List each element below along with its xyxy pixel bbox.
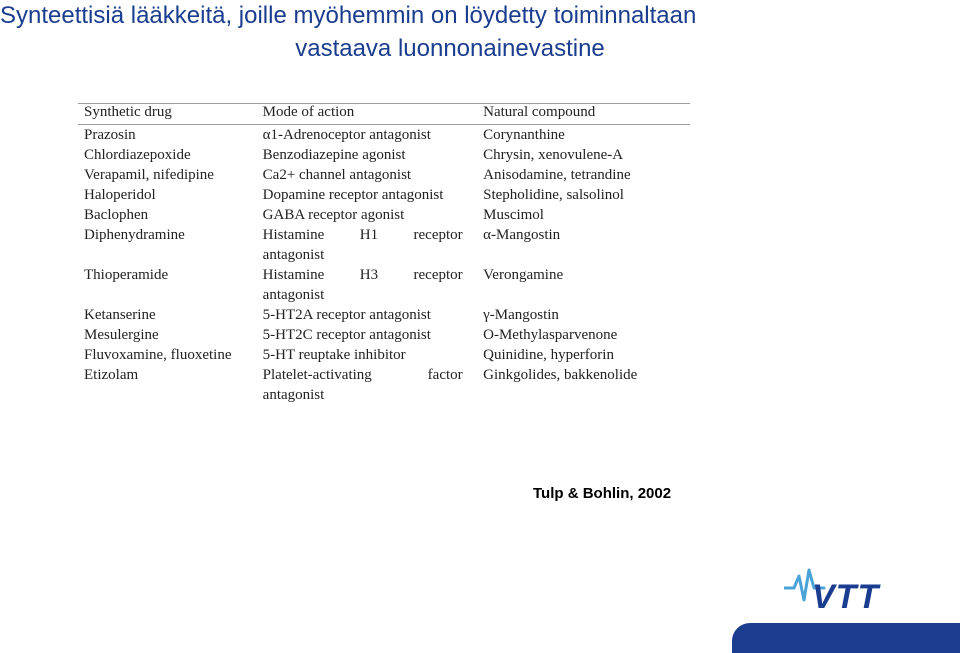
moa-text: GABA receptor agonist xyxy=(262,207,405,223)
drug-cell: Mesulergine xyxy=(84,327,159,343)
moa-cell xyxy=(257,125,477,146)
vtt-logo xyxy=(784,566,914,614)
moa-cell xyxy=(257,165,477,185)
natural-cell: Quinidine, hyperforin xyxy=(483,347,614,363)
drug-cell: Diphenydramine xyxy=(84,227,185,243)
drug-cell: Fluvoxamine, fluoxetine xyxy=(84,347,232,363)
moa-text: 5-HT2C receptor antagonist xyxy=(262,327,431,343)
natural-cell: Verongamine xyxy=(483,267,564,283)
header-mode-of-action: Mode of action xyxy=(257,104,477,125)
table-row xyxy=(78,365,690,405)
slide-title-line-2: vastaava luonnonainevastine xyxy=(295,35,605,62)
natural-cell: Chrysin, xenovulene-A xyxy=(483,147,624,163)
moa-cell xyxy=(257,185,477,205)
moa-text: Benzodiazepine agonist xyxy=(262,147,406,163)
header-natural-compound: Natural compound xyxy=(477,104,690,125)
table-row xyxy=(78,165,690,185)
natural-cell: O-Methylasparvenone xyxy=(483,327,618,343)
table-row xyxy=(78,265,690,305)
moa-cell xyxy=(257,145,477,165)
moa-cell xyxy=(257,225,477,265)
logo-wordmark: VTT xyxy=(812,578,880,614)
drug-cell: Chlordiazepoxide xyxy=(84,147,191,163)
drug-cell: Thioperamide xyxy=(84,267,169,283)
moa-text: Histamine H1 receptor antagonist xyxy=(262,227,463,263)
moa-text: α1-Adrenoceptor antagonist xyxy=(262,127,431,143)
moa-cell xyxy=(257,205,477,225)
slide-title-line-1: Synteettisiä lääkkeitä, joille myöhemmin on löydetty toiminnaltaan xyxy=(0,2,697,29)
drug-cell: Ketanserine xyxy=(84,307,156,323)
corner-bar xyxy=(732,623,960,653)
natural-cell: Anisodamine, tetrandine xyxy=(483,167,631,183)
moa-cell xyxy=(257,265,477,305)
table-row xyxy=(78,345,690,365)
table-row xyxy=(78,205,690,225)
natural-cell: Muscimol xyxy=(483,207,544,223)
table-row xyxy=(78,305,690,325)
moa-cell xyxy=(257,305,477,325)
natural-cell: Stepholidine, salsolinol xyxy=(483,187,624,203)
natural-cell: Ginkgolides, bakkenolide xyxy=(483,367,638,383)
moa-cell xyxy=(257,365,477,405)
drug-cell: Prazosin xyxy=(84,127,136,143)
table-row xyxy=(78,325,690,345)
header-synthetic-drug: Synthetic drug xyxy=(78,104,257,125)
moa-cell xyxy=(257,345,477,365)
drug-cell: Haloperidol xyxy=(84,187,156,203)
drug-cell: Etizolam xyxy=(84,367,139,383)
citation: Tulp & Bohlin, 2002 xyxy=(533,485,672,502)
table-row xyxy=(78,145,690,165)
table-row xyxy=(78,225,690,265)
natural-cell: Corynanthine xyxy=(483,127,565,143)
drug-cell: Verapamil, nifedipine xyxy=(84,167,214,183)
drug-cell: Baclophen xyxy=(84,207,149,223)
moa-text: Dopamine receptor antagonist xyxy=(262,187,444,203)
table-row xyxy=(78,185,690,205)
moa-text: Platelet-activating factor antagonist xyxy=(262,367,463,403)
slide-title xyxy=(0,0,960,64)
moa-cell xyxy=(257,325,477,345)
moa-text: Ca2+ channel antagonist xyxy=(262,167,412,183)
table-header-row xyxy=(78,104,690,125)
table-row xyxy=(78,125,690,146)
moa-text: Histamine H3 receptor antagonist xyxy=(262,267,463,303)
natural-cell: α-Mangostin xyxy=(483,227,561,243)
natural-cell: γ-Mangostin xyxy=(483,307,559,323)
drug-comparison-table xyxy=(78,103,690,405)
moa-text: 5-HT2A receptor antagonist xyxy=(262,307,431,323)
moa-text: 5-HT reuptake inhibitor xyxy=(262,347,406,363)
